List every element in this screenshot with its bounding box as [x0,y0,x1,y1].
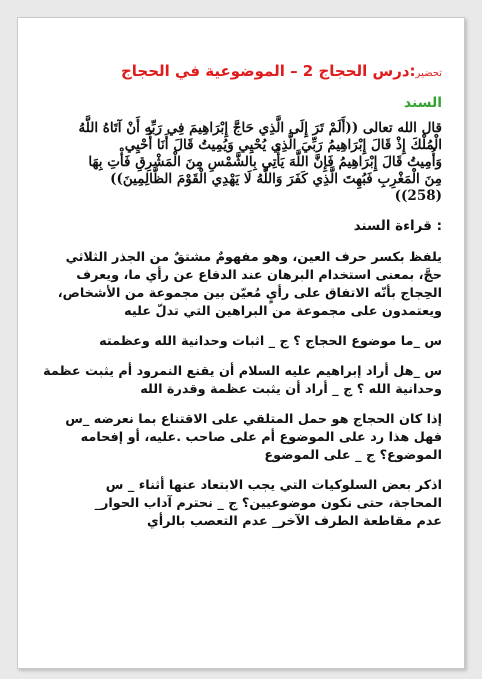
quran-verse [40,120,442,205]
verse-line: وَأُمِيتُ قَالَ إِبْرَاهِيمُ فَإِنَّ اللَّهَ يَأْتِي بِالشَّمْسِ مِنَ الْمَشْرِقِ فَأْتِ بِهَا [88,154,442,170]
lesson-title [40,61,442,84]
question-line: إذا كان الحجاج هو حمل المتلقي على الاقتناع بما نعرضه _س [65,412,442,427]
question-line: س _ما موضوع الحجاج ؟ ج _ اثبات وحدانية الله وعظمته [99,334,442,349]
paragraph-line: يلفظ بكسر حرف العين، وهو مفهومٌ مشتقٌ من الجذر الثلاثي [65,250,442,265]
verse-line: مِنَ الْمَغْرِبِ فَبُهِتَ الَّذِي كَفَرَ وَاللَّهُ لَا يَهْدِي الْقَوْمَ الظَّالِمِينَ)) [110,171,442,187]
paragraph-line: حجَّ، بمعنى استخدام البرهان عند الدفاع عن رأي ما، ويعرف [76,268,442,283]
question-line: الموضوع؟ ج _ على الموضوع [264,448,442,463]
paragraph-line: ويعتمدون على مجموعة من البراهين التي تدلّ عليه [124,304,442,319]
document-page [17,17,465,669]
question-line: فهل هذا رد على الموضوع أم على صاحب .عليه، أو إفحامه [80,430,442,445]
question-line: س _هل أراد إبراهيم عليه السلام أن يقنع النمرود أم يثبت عظمة [43,364,442,379]
definition-paragraph [40,249,442,321]
paragraph-line: الحِجاج بأنّه الاتفاق على رأيٍ مُعيّن بين مجموعة من الأشخاص، [57,286,442,301]
question-3 [40,411,442,465]
verse-line: الْمُلْكَ إِذْ قَالَ إِبْرَاهِيمُ رَبِّيَ الَّذِي يُحْيِي وَيُمِيتُ قَالَ أَنَا أُحْيِي [124,137,442,153]
verse-line: قال الله تعالى ((أَلَمْ تَرَ إِلَى الَّذِي حَاجَّ إِبْرَاهِيمَ فِي رَبِّهِ أَنْ آتَاهُ اللَّهُ [78,120,442,136]
question-2 [40,363,442,399]
question-line: المحاجة، حتى نكون موضوعيين؟ ج _ نحترم آداب الحوار_ [94,496,442,511]
section-heading: السند [403,95,442,111]
page-content [40,61,442,543]
question-4 [40,477,442,531]
reading-heading: : قراءة السند [353,218,442,234]
question-line: وحدانية الله ؟ ج _ أراد أن يثبت عظمة وقدرة الله [140,382,442,397]
question-1 [40,333,442,351]
question-line: اذكر بعض السلوكيات التي يجب الابتعاد عنها أثناء _ س [105,478,442,493]
verse-reference: (258)) [394,188,442,204]
title-prefix: تحضير [415,68,442,79]
title-text: :درس الحجاج 2 – الموضوعية في الحجاج [120,62,416,80]
question-line: عدم مقاطعة الطرف الآخر_ عدم التعصب بالرأي [147,514,442,529]
